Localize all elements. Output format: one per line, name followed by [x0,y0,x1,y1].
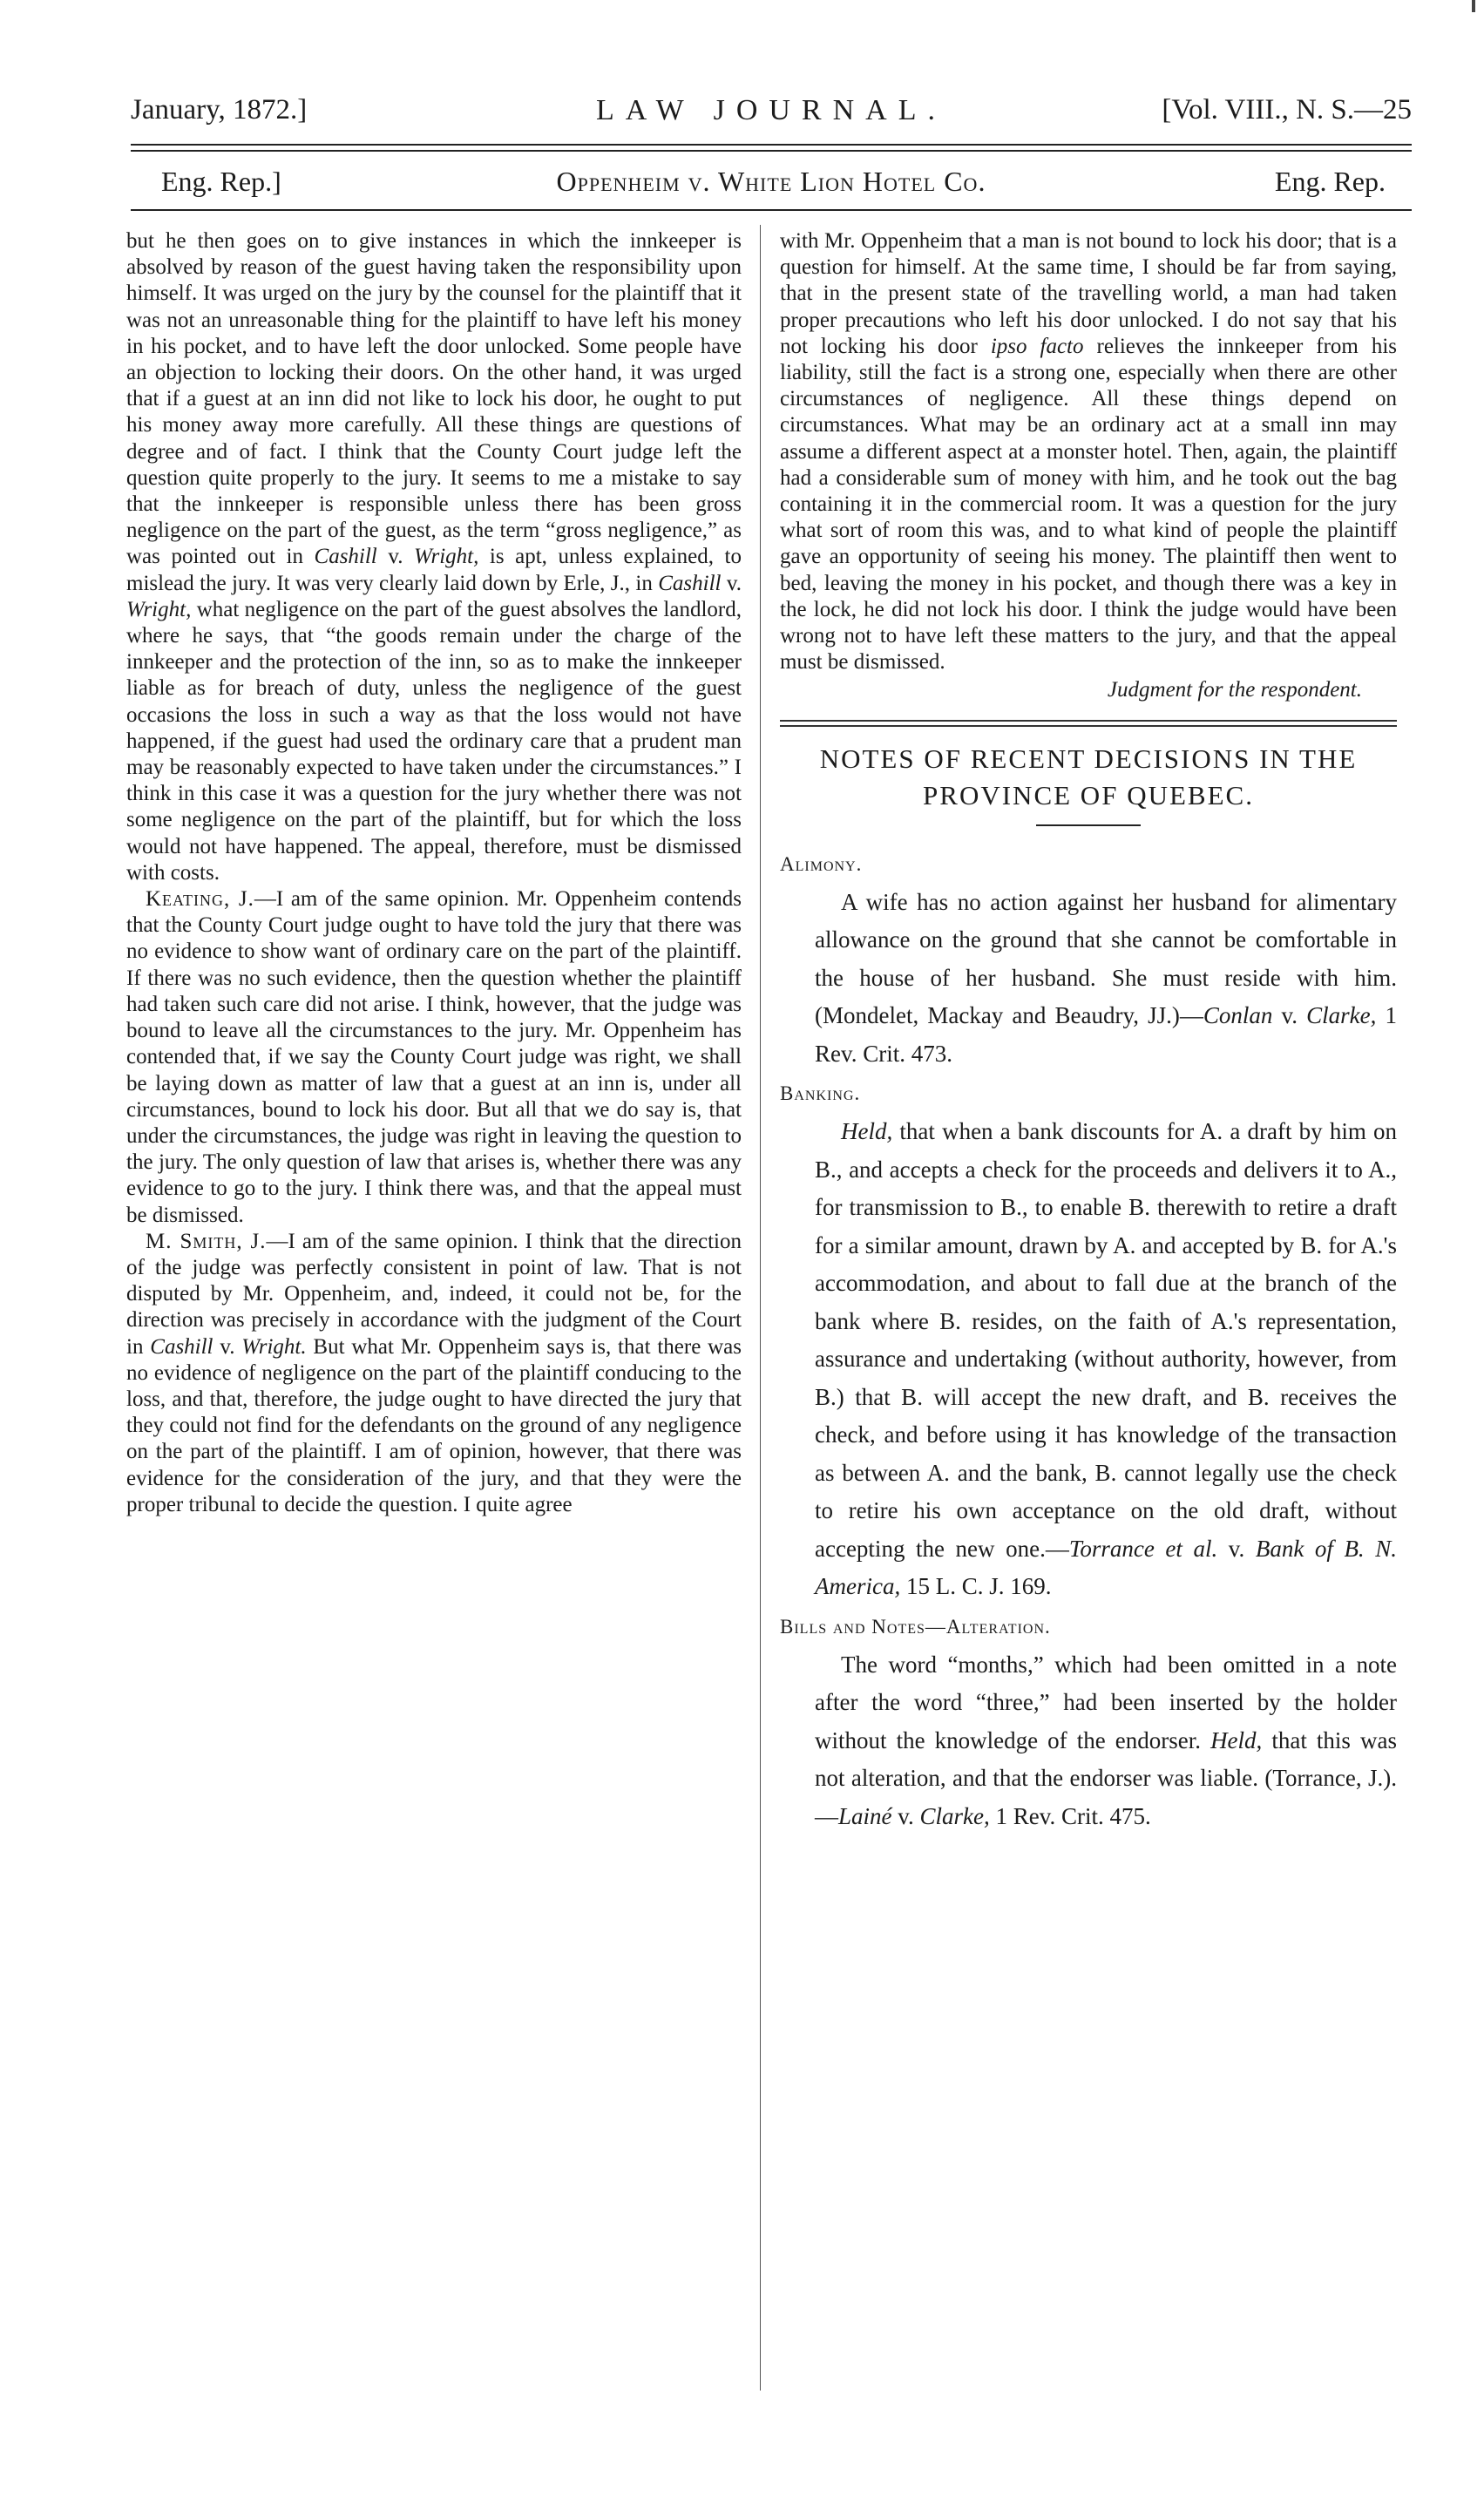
paragraph: but he then goes on to give instances in which the innkeeper is absolved by reason of the guest having taken the responsibility upon himself. It was urged on the jury by the counsel for the plaintiff that it was not an unreasonable thing for the plaintiff to have left his money in his pocket, and to have left the door unlocked. Some people have an objection to locking their doors. On the other hand, it was urged that if a guest at an inn did not like to lock his door, he ought to put his money away more carefully. All these things are questions of degree and of fact. I think that the County Court judge left the question quite properly to the jury. It seems to me a mistake to say that the innkeeper is responsible unless there has been gross negligence on the part of the guest, as the term “gross negligence,” as was pointed out in Cashill v. Wright, is apt, unless explained, to mislead the jury. It was very clearly laid down by Erle, J., in Cashill v. Wright, what negligence on the part of the guest absolves the landlord, where he says, that “the goods remain under the charge of the innkeeper and the protection of the inn, so as to make the innkeeper liable as for breach of duty, unless the negligence of the guest occasions the loss in such a way as that the loss would not have happened, if the guest had used the ordinary care that a prudent man may be reasonably expected to have taken under the circumstances.” I think in this case it was a question for the jury whether there was not some negligence on the part of the plaintiff, but for which the loss would not have happened. The appeal, therefore, must be dismissed with costs. [126,229,742,885]
left-column [126,228,742,1518]
topic-bills: Bills and Notes—Alteration. [780,1615,1051,1638]
note-alimony: A wife has no action against her husband for alimentary allowance on the ground that she cannot be comfortable in the house of her husband. She must reside with him. (Mondelet, Mackay and Beaudry, JJ.)—Conlan v. Clarke, 1 Rev. Crit. 473. [815,888,1398,1067]
subheader-left: Eng. Rep.] [161,166,281,197]
note-bills: The word “months,” which had been omitted in a note after the word “three,” had been inserted by the holder without the knowledge of the endorser. Held, that this was not alteration, and that the endorser was liable. (Torrance, J.).—Lainé v. Clarke, 1 Rev. Crit. 475. [815,1651,1397,1829]
edge-mark [1472,0,1475,12]
topic-alimony: Alimony. [780,852,863,875]
header-volume: [Vol. VIII., N. S.—25 [1162,94,1412,125]
header-date: January, 1872.] [131,94,308,125]
case-title: Oppenheim v. White Lion Hotel Co. [556,166,986,197]
topic-banking: Banking. [780,1082,861,1105]
journal-title: LAW JOURNAL. [596,94,946,126]
header-rule [131,144,1412,152]
section-rule [780,720,1397,727]
paragraph: with Mr. Oppenheim that a man is not bound to lock his door; that is a question for himself. At the same time, I should be far from saying, that in the present state of the travelling world, a man had taken proper precautions who left his door unlocked. I do not say that his not locking his door ipso facto relieves the innkeeper from his liability, still the fact is a strong one, especially when there are other circumstances of negligence. All these things depend on circumstances. What may be an ordinary act at a small inn may assume a different aspect at a monster hotel. Then, again, the plaintiff had a considerable sum of money with him, and he took out the bag containing it in the commercial room. It was a question for the jury what sort of room this was, and to what kind of people the plaintiff gave an opportunity of seeing his money. The plaintiff then went to bed, leaving the money in his pocket, and though there was a key in the lock, he did not lock his door. I think the judge would have been wrong not to have left these matters to the jury, and that the appeal must be dismissed. [780,229,1398,675]
title-rule [1036,824,1141,826]
paragraph-smith: M. Smith, J.—I am of the same opinion. I think that the direction of the judge was perfectly consistent in point of law. That is not disputed by Mr. Oppenheim, and, indeed, it could not be, for the direction was precisely in accordance with the judgment of the Court in Cashill v. Wright. But what Mr. Oppenheim says is, that there was no evidence of negligence on the part of the plaintiff conducing to the loss, and that, therefore, the judge ought to have directed the jury that they could not find for the defendants on the ground of any negligence on the part of the plaintiff. I am of opinion, however, that there was evidence for the consideration of the jury, and that they were the proper tribunal to decide the question. I quite agree [126,1229,742,1516]
running-header [131,94,1412,138]
judgment-line: Judgment for the respondent. [1107,678,1362,702]
subheader-rule [131,209,1412,211]
column-divider [760,225,761,2391]
paragraph-keating: Keating, J.—I am of the same opinion. Mr. Oppenheim contends that the County Court judge ought to have told the jury that there was no evidence to show want of ordinary care on the part of the plaintiff. If there was no such evidence, then the question whether the plaintiff had taken such care did not arise. I think, however, that the judge was bound to leave all the circumstances to the jury. Mr. Oppenheim has contended that, if we say the County Court judge was right, we shall be laying down as matter of law that a guest at an inn is, under all circumstances, bound to lock his door. But all that we do say is, that under the circumstances, the judge was right in leaving the question to the jury. The only question of law that arises is, whether there was any evidence to go to the jury. I think there was, and that the appeal must be dismissed. [126,887,742,1227]
judge-name: Keating, J. [146,887,254,912]
right-column [780,228,1397,1842]
notes-title: NOTES OF RECENT DECISIONS IN THE PROVINCE OF QUEBEC. [819,743,1358,811]
case-header [131,166,1412,204]
judge-name: M. Smith, J. [146,1229,267,1253]
note-banking: Held, that when a bank discounts for A. a draft by him on B., and accepts a check for the proceeds and delivers it to A., for transmission to B., to enable B. therewith to retire a draft for a similar amount, drawn by A. and accepted by B. for A.'s accommodation, and about to fall due at the branch of the bank where B. resides, on the faith of A.'s representation, assurance and undertaking (without authority, however, from B.) that B. will accept the new draft, and B. receives the check, and before using it has knowledge of the transaction as between A. and the bank, B. cannot legally use the check to retire his own acceptance on the old draft, without accepting the new one.—Torrance et al. v. Bank of B. N. America, 15 L. C. J. 169. [815,1118,1398,1600]
subheader-right: Eng. Rep. [1274,166,1386,197]
